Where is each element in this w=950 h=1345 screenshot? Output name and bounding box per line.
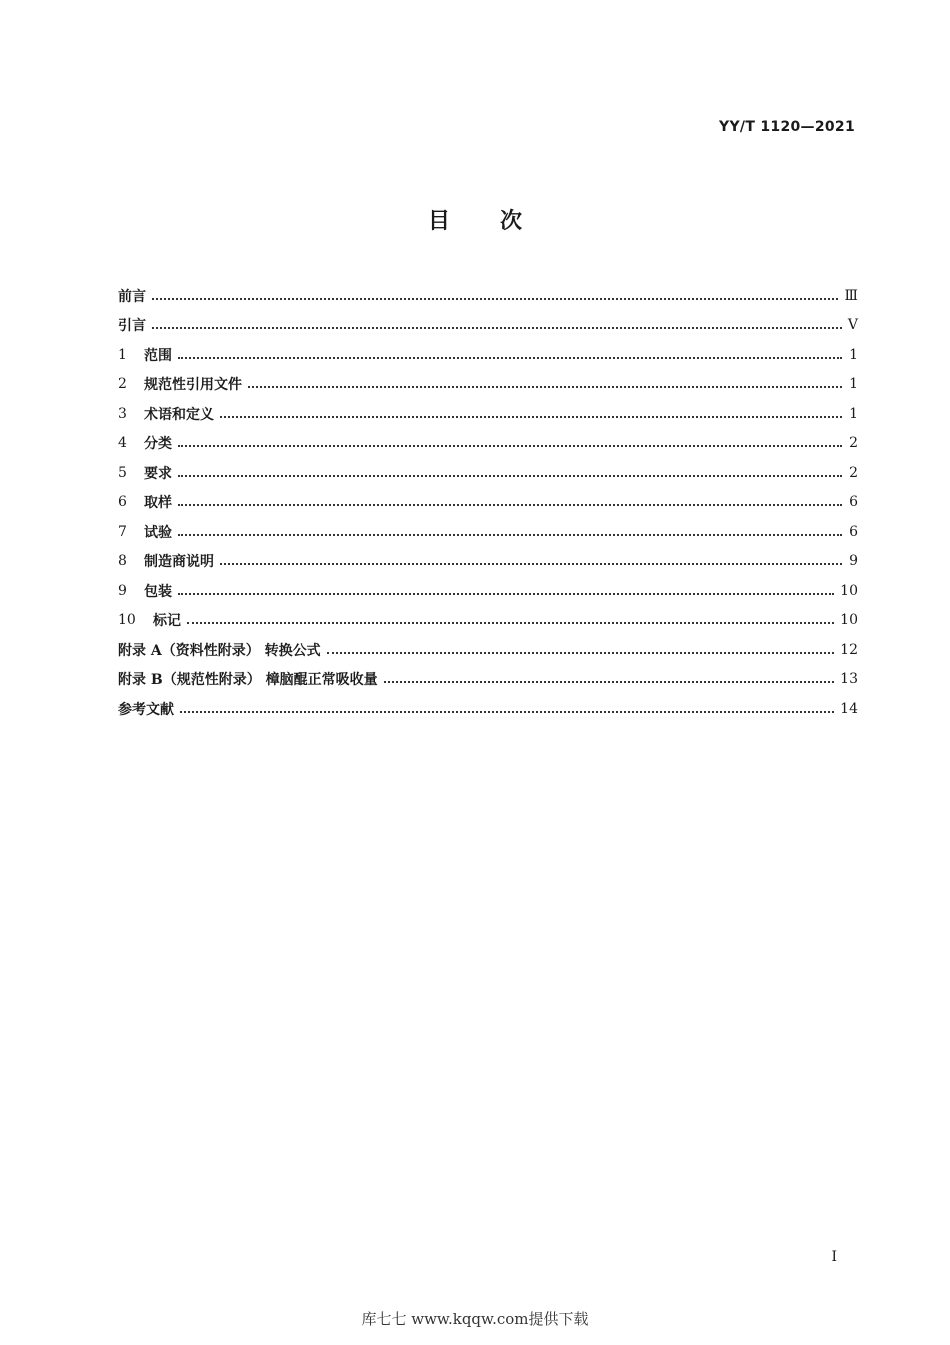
dot-leader	[178, 534, 842, 536]
toc-entry-label: 分类	[144, 436, 172, 453]
toc-entry-normative-references[interactable]	[118, 370, 858, 400]
dot-leader	[178, 445, 842, 447]
dot-leader	[152, 327, 842, 329]
toc-entry-introduction[interactable]	[118, 311, 858, 341]
dot-leader	[187, 622, 834, 624]
dot-leader	[220, 416, 842, 418]
toc-entry-number: 7	[118, 523, 127, 540]
toc-entry-number: 2	[118, 376, 127, 393]
dot-leader	[384, 681, 835, 683]
toc-entry-page: 1	[849, 405, 858, 422]
toc-entry-packaging[interactable]	[118, 576, 858, 606]
toc-entry-label: 参考文献	[118, 701, 174, 718]
toc-entry-label: 取样	[144, 495, 172, 512]
toc-entry-label: 制造商说明	[144, 554, 214, 571]
toc-entry-marking[interactable]	[118, 606, 858, 636]
page-number: I	[831, 1249, 837, 1265]
toc-entry-number: 9	[118, 582, 127, 599]
toc-entry-page: Ⅴ	[847, 317, 858, 334]
toc-entry-label: 附录 B（规范性附录） 樟脑醌正常吸收量	[118, 672, 378, 689]
toc-entry-page: 10	[840, 612, 858, 629]
toc-entry-page: 1	[849, 346, 858, 363]
toc-entry-manufacturer-instructions[interactable]	[118, 547, 858, 577]
page-title: 目次	[427, 209, 572, 234]
toc-entry-annex-b[interactable]	[118, 665, 858, 695]
toc-entry-label: 包装	[144, 583, 172, 600]
toc-entry-number: 1	[118, 346, 127, 363]
standard-code: YY/T 1120—2021	[719, 119, 855, 135]
toc-entry-number: 8	[118, 553, 127, 570]
dot-leader	[152, 298, 838, 300]
toc-entry-number: 4	[118, 435, 127, 452]
dot-leader	[180, 711, 834, 713]
dot-leader	[220, 563, 842, 565]
toc-entry-label: 规范性引用文件	[144, 377, 242, 394]
toc-entry-page: 10	[840, 582, 858, 599]
toc-entry-number: 3	[118, 405, 127, 422]
toc-entry-label: 附录 A（资料性附录） 转换公式	[118, 642, 321, 659]
toc-entry-page: 6	[849, 523, 858, 540]
toc-entry-scope[interactable]	[118, 340, 858, 370]
toc-entry-label: 引言	[118, 318, 146, 335]
toc-entry-number: 6	[118, 494, 127, 511]
toc-entry-label: 试验	[144, 524, 172, 541]
toc-entry-label: 范围	[144, 347, 172, 364]
toc-entry-page: 1	[849, 376, 858, 393]
toc-entry-number: 10	[118, 612, 136, 629]
toc-entry-page: 6	[849, 494, 858, 511]
toc-entry-sampling[interactable]	[118, 488, 858, 518]
dot-leader	[178, 475, 842, 477]
dot-leader	[248, 386, 842, 388]
dot-leader	[178, 504, 842, 506]
toc-entry-classification[interactable]	[118, 429, 858, 459]
toc-entry-terms-definitions[interactable]	[118, 399, 858, 429]
toc-entry-page: 12	[840, 641, 858, 658]
toc-entry-label: 要求	[144, 465, 172, 482]
toc-entry-label: 术语和定义	[144, 406, 214, 423]
toc-entry-bibliography[interactable]	[118, 694, 858, 724]
dot-leader	[178, 593, 834, 595]
toc-entry-page: 14	[840, 700, 858, 717]
toc-entry-annex-a[interactable]	[118, 635, 858, 665]
toc-entry-number: 5	[118, 464, 127, 481]
toc-entry-page: Ⅲ	[844, 287, 858, 304]
dot-leader	[327, 652, 835, 654]
toc-entry-page: 2	[849, 435, 858, 452]
toc-entry-label: 标记	[153, 613, 181, 630]
toc-entry-requirements[interactable]	[118, 458, 858, 488]
dot-leader	[178, 357, 842, 359]
toc-entry-label: 前言	[118, 288, 146, 305]
toc-entry-page: 2	[849, 464, 858, 481]
table-of-contents	[118, 281, 858, 724]
toc-entry-page: 13	[840, 671, 858, 688]
toc-entry-page: 9	[849, 553, 858, 570]
toc-entry-testing[interactable]	[118, 517, 858, 547]
toc-entry-foreword[interactable]	[118, 281, 858, 311]
download-watermark: 库七七 www.kqqw.com提供下载	[361, 1310, 589, 1328]
